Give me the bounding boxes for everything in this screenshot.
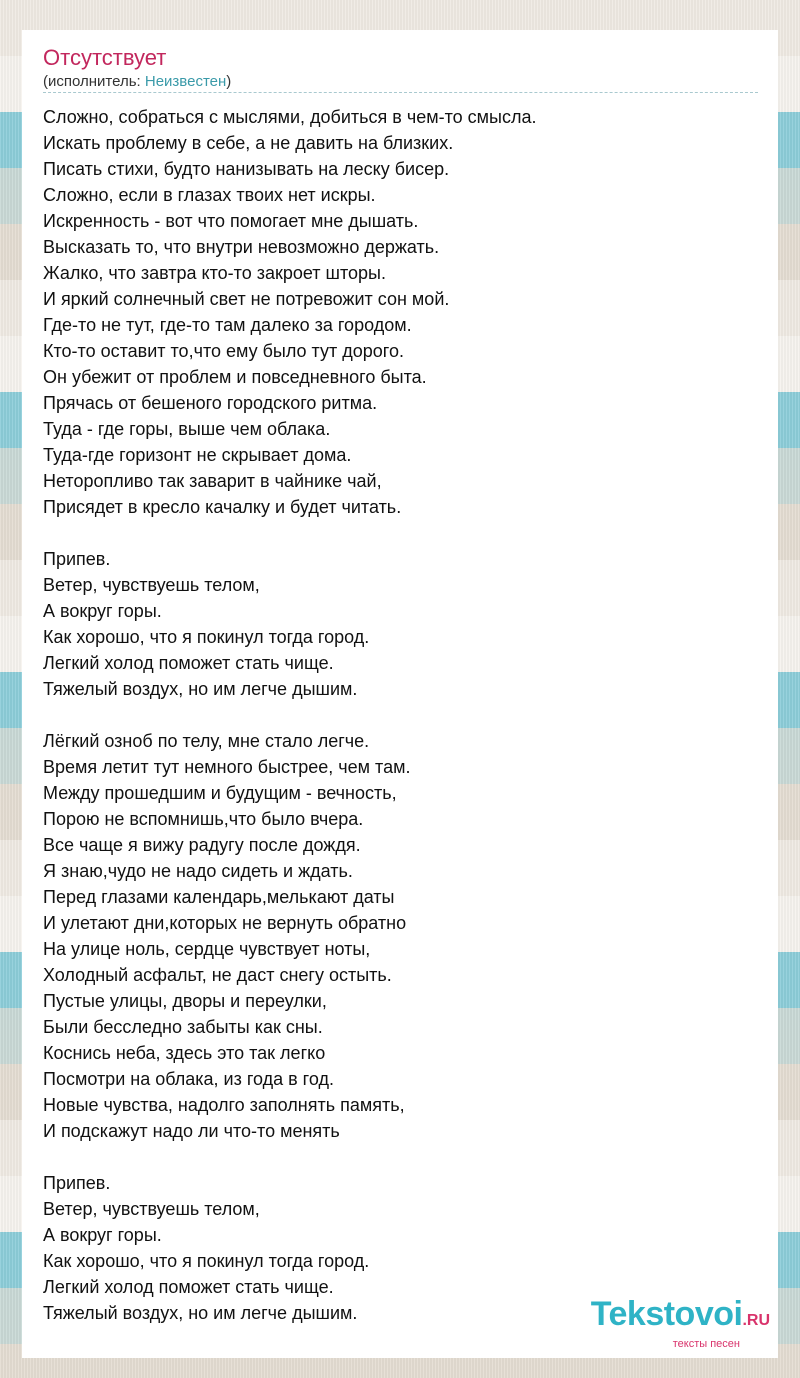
lyric-line: Жалко, что завтра кто-то закроет шторы. [43, 263, 386, 283]
lyric-line: И подскажут надо ли что-то менять [43, 1121, 340, 1141]
lyric-line: А вокруг горы. [43, 601, 162, 621]
site-logo[interactable] [591, 1297, 770, 1350]
lyric-line: Сложно, собраться с мыслями, добиться в чем-то смысла. [43, 107, 537, 127]
lyric-line: Легкий холод поможет стать чище. [43, 1277, 334, 1297]
lyric-line: Все чаще я вижу радугу после дождя. [43, 835, 361, 855]
lyric-line: Искренность - вот что помогает мне дышать. [43, 211, 419, 231]
logo-wordmark [591, 1297, 770, 1338]
performer-link[interactable]: Неизвестен [144, 73, 227, 90]
lyric-line: Ветер, чувствуешь телом, [43, 1199, 260, 1219]
lyric-line: Высказать то, что внутри невозможно держать. [43, 237, 440, 257]
lyric-line: Припев. [43, 549, 111, 569]
stanza-gap [43, 702, 758, 728]
lyric-line: Я знаю,чудо не надо сидеть и ждать. [43, 861, 353, 881]
lyric-line: Припев. [43, 1173, 111, 1193]
lyric-line: Где-то не тут, где-то там далеко за городом. [43, 315, 412, 335]
lyric-line: Искать проблему в себе, а не давить на близких. [43, 133, 454, 153]
performer-prefix: (исполнитель: [43, 73, 145, 90]
lyric-line: И улетают дни,которых не вернуть обратно [43, 913, 407, 933]
lyric-line: Он убежит от проблем и повседневного быта. [43, 367, 427, 387]
lyric-line: Между прошедшим и будущим - вечность, [43, 783, 397, 803]
lyric-line: Были бесследно забыты как сны. [43, 1017, 323, 1037]
lyric-line: Писать стихи, будто нанизывать на леску бисер. [43, 159, 450, 179]
logo-name: Tekstovoi [590, 1295, 743, 1333]
lyric-line: Время летит тут немного быстрее, чем там. [43, 757, 411, 777]
lyric-line: Туда - где горы, выше чем облака. [43, 419, 331, 439]
title-divider [43, 92, 758, 93]
stanza-gap [43, 1144, 758, 1170]
performer-line [43, 73, 231, 91]
stanza-gap [43, 520, 758, 546]
lyric-line: И яркий солнечный свет не потревожит сон мой. [43, 289, 450, 309]
performer-suffix: ) [226, 73, 232, 90]
song-title: Отсутствует [43, 45, 167, 70]
lyric-line: На улице ноль, сердце чувствует ноты, [43, 939, 371, 959]
lyrics-text [43, 104, 758, 1326]
logo-tld: .RU [742, 1312, 770, 1329]
lyric-line: Холодный асфальт, не даст снегу остыть. [43, 965, 392, 985]
lyric-line: Как хорошо, что я покинул тогда город. [43, 1251, 370, 1271]
lyric-line: Тяжелый воздух, но им легче дышим. [43, 1303, 358, 1323]
lyric-line: Коснись неба, здесь это так легко [43, 1043, 326, 1063]
lyric-line: Новые чувства, надолго заполнять память, [43, 1095, 405, 1115]
lyric-line: Прячась от бешеного городского ритма. [43, 393, 378, 413]
lyric-line: Неторопливо так заварит в чайнике чай, [43, 471, 382, 491]
lyric-line: Как хорошо, что я покинул тогда город. [43, 627, 370, 647]
lyric-line: Пустые улицы, дворы и переулки, [43, 991, 327, 1011]
lyric-line: Сложно, если в глазах твоих нет искры. [43, 185, 376, 205]
lyric-line: Присядет в кресло качалку и будет читать. [43, 497, 402, 517]
lyric-line: Туда-где горизонт не скрывает дома. [43, 445, 352, 465]
lyric-line: А вокруг горы. [43, 1225, 162, 1245]
lyric-line: Порою не вспомнишь,что было вчера. [43, 809, 364, 829]
lyric-line: Кто-то оставит то,что ему было тут дорого. [43, 341, 404, 361]
lyric-line: Тяжелый воздух, но им легче дышим. [43, 679, 358, 699]
lyric-line: Лёгкий озноб по телу, мне стало легче. [43, 731, 370, 751]
lyric-line: Ветер, чувствуешь телом, [43, 575, 260, 595]
lyric-line: Перед глазами календарь,мелькают даты [43, 887, 395, 907]
lyric-line: Посмотри на облака, из года в год. [43, 1069, 334, 1089]
lyric-line: Легкий холод поможет стать чище. [43, 653, 334, 673]
lyrics-card [22, 30, 778, 1358]
logo-tagline: тексты песен [672, 1338, 740, 1350]
